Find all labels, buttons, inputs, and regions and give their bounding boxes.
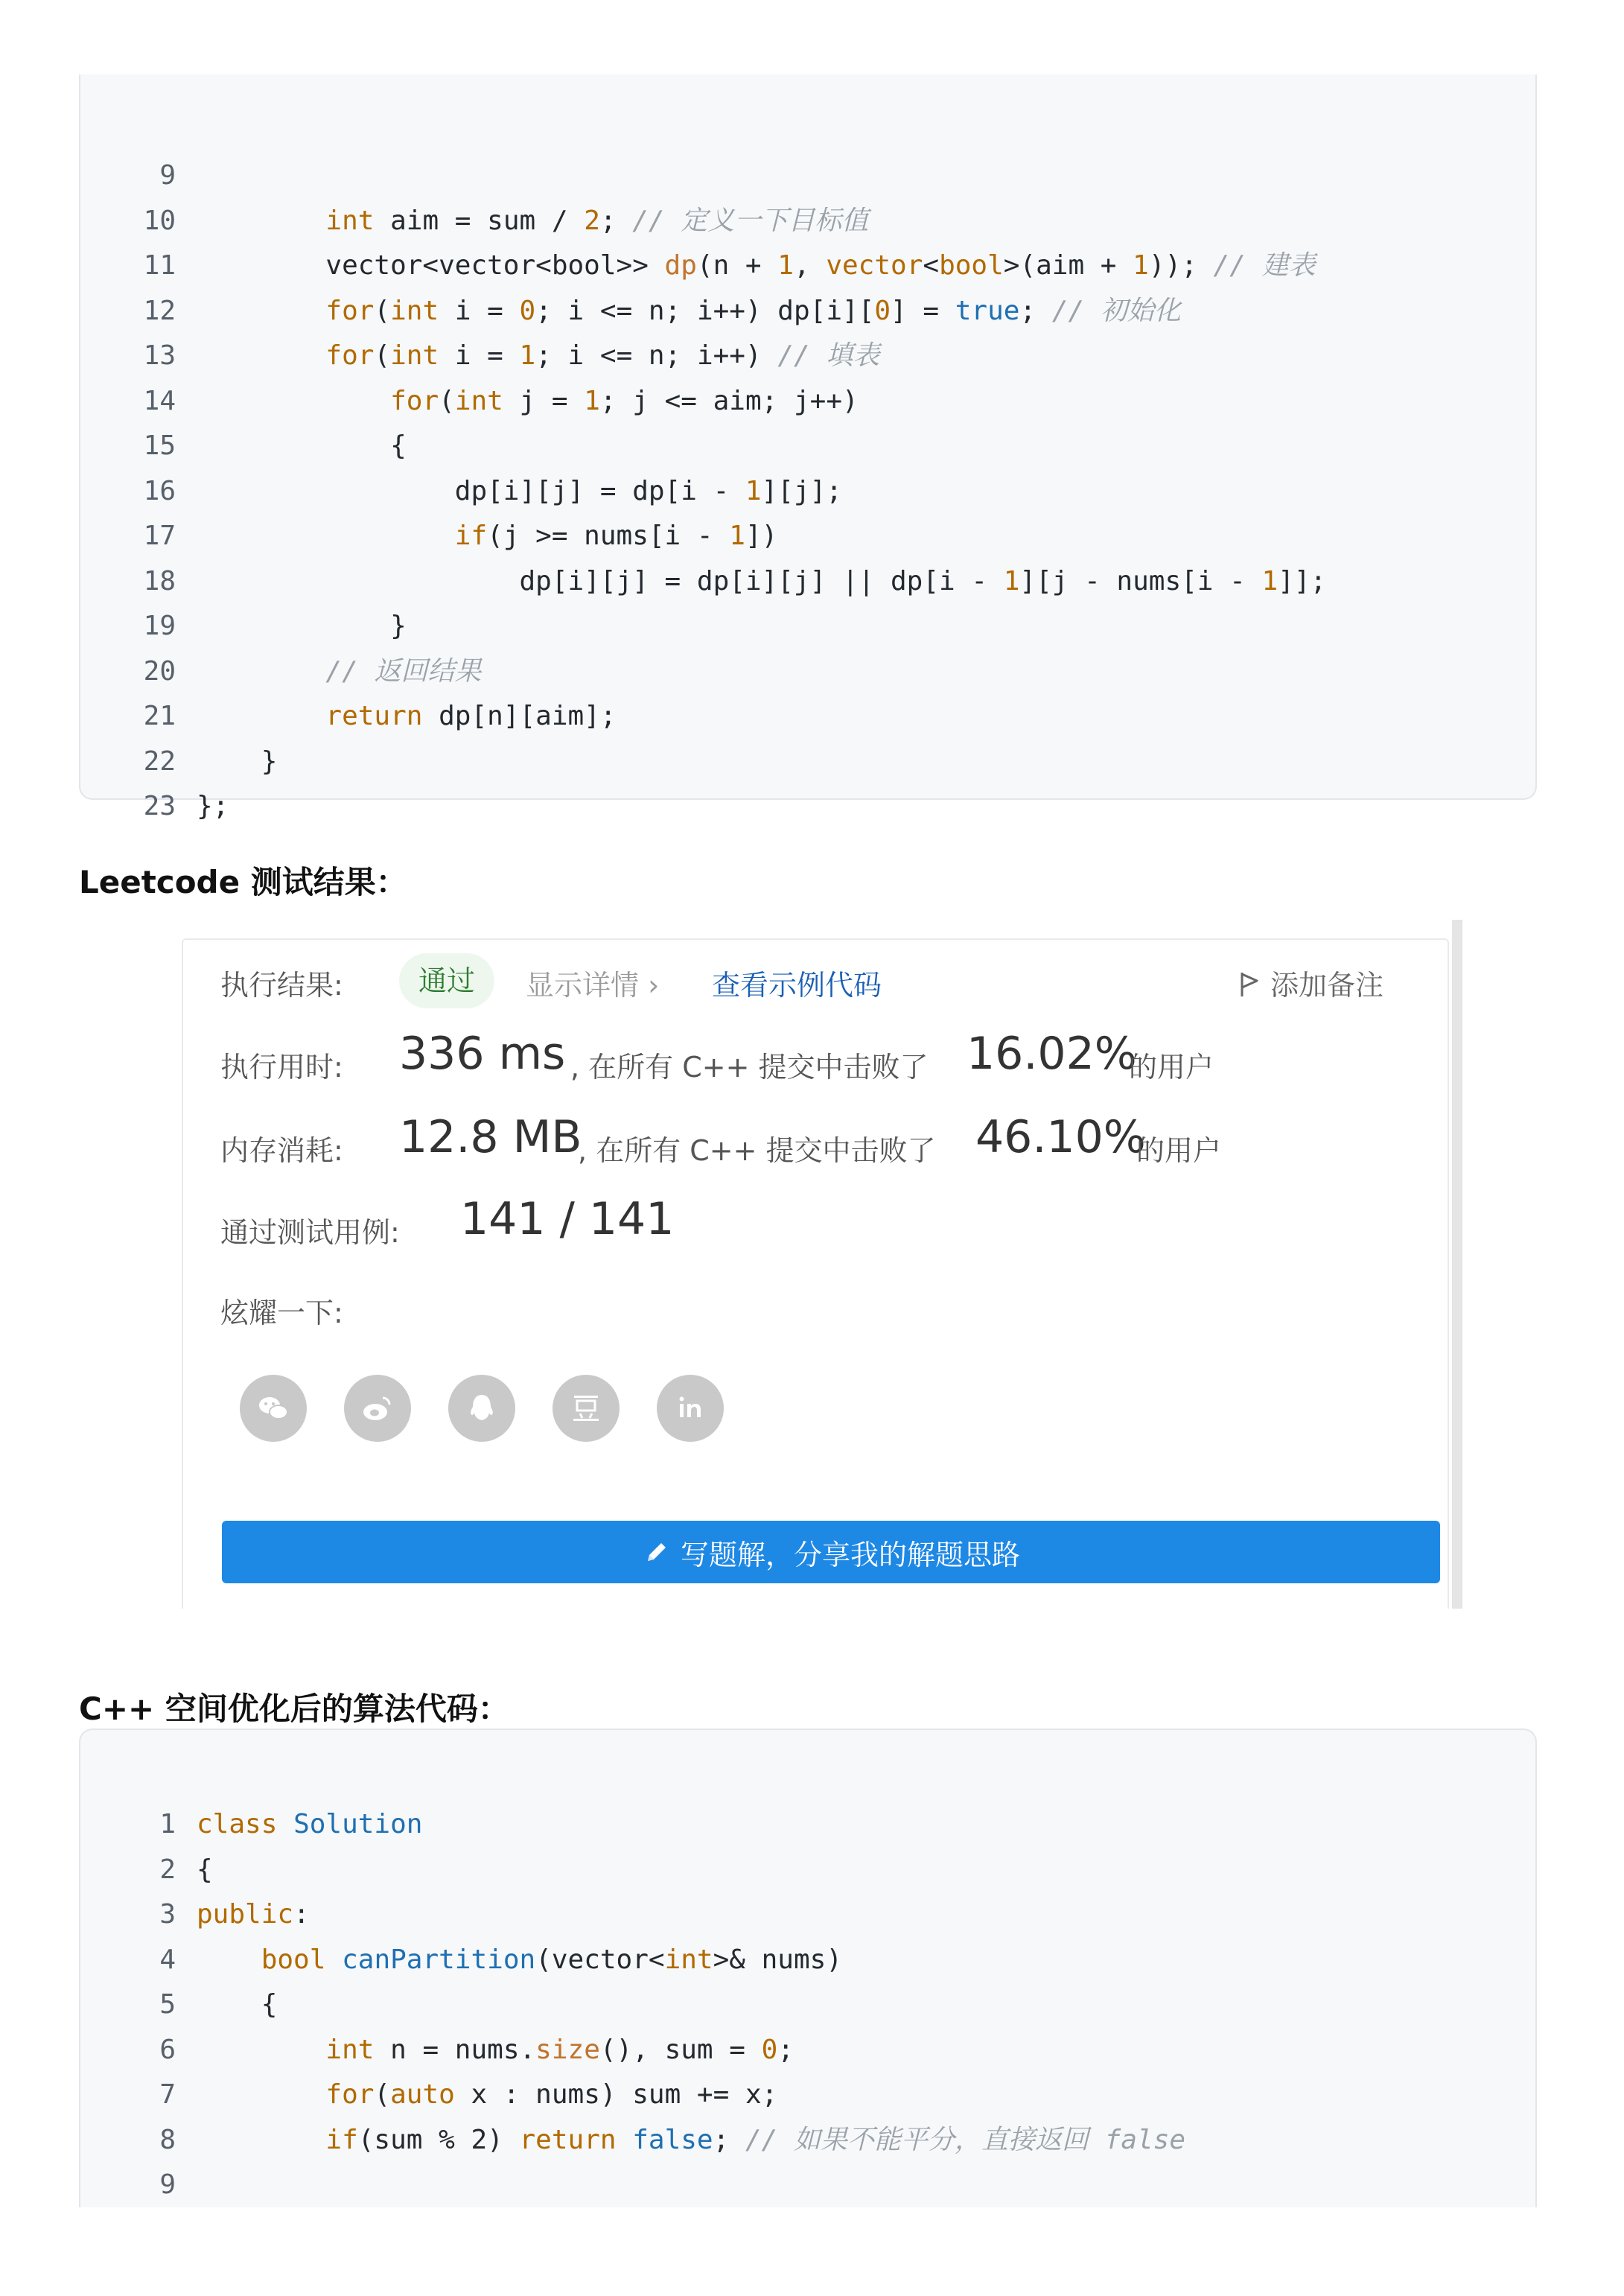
code-token: ; j <= aim; j++) bbox=[599, 385, 859, 416]
flag-icon bbox=[1239, 971, 1260, 998]
code-token: // 返回结果 bbox=[325, 655, 482, 687]
heading-leetcode-result: Leetcode 测试结果： bbox=[79, 864, 407, 900]
code-token: for bbox=[325, 295, 375, 326]
code-block-optimized-solution bbox=[79, 1729, 1537, 2207]
code-token: } bbox=[197, 745, 278, 777]
code-text bbox=[197, 740, 277, 784]
code-token: for bbox=[325, 340, 375, 371]
code-token: ( bbox=[374, 295, 391, 326]
line-number: 9 bbox=[159, 2169, 176, 2200]
code-token: >& nums) bbox=[713, 1944, 842, 1975]
write-solution-label: 写题解，分享我的解题思路 bbox=[680, 1538, 1020, 1571]
code-token: , bbox=[793, 250, 827, 281]
code-text bbox=[197, 784, 229, 829]
memory-suffix: 的用户 bbox=[1136, 1134, 1222, 1167]
code-token: public bbox=[197, 1899, 294, 1930]
code-token: canPartition bbox=[342, 1944, 536, 1975]
code-token bbox=[197, 2125, 325, 2155]
line-number: 1 bbox=[159, 1809, 176, 1839]
code-token: 0 bbox=[874, 295, 891, 326]
douban-icon[interactable] bbox=[553, 1375, 620, 1442]
code-token: int bbox=[390, 340, 439, 371]
code-text bbox=[197, 469, 842, 514]
code-text bbox=[197, 289, 1181, 334]
line-number: 13 bbox=[143, 340, 176, 371]
code-token: { bbox=[197, 430, 407, 461]
code-text bbox=[197, 199, 868, 244]
code-token: 1 bbox=[745, 475, 762, 506]
code-token: for bbox=[390, 385, 439, 416]
runtime-percent: 16.02% bbox=[967, 1028, 1137, 1080]
code-token bbox=[197, 386, 390, 416]
code-token: ; bbox=[713, 2124, 730, 2155]
code-token: { bbox=[197, 1989, 278, 2020]
line-number: 23 bbox=[143, 791, 176, 821]
code-token: 0 bbox=[761, 2034, 778, 2065]
line-number: 20 bbox=[143, 655, 176, 687]
code-token: return bbox=[325, 701, 423, 731]
code-token: : bbox=[293, 1899, 310, 1930]
code-token: int bbox=[325, 205, 375, 236]
linkedin-icon[interactable] bbox=[657, 1375, 724, 1442]
test-cases-value: 141 / 141 bbox=[460, 1193, 675, 1245]
code-token: 1 bbox=[729, 521, 745, 551]
code-text bbox=[197, 2073, 777, 2117]
code-token: (), sum = bbox=[599, 2034, 762, 2065]
line-number: 5 bbox=[159, 1989, 176, 2020]
memory-value: 12.8 MB bbox=[399, 1111, 582, 1163]
label-share: 炫耀一下: bbox=[220, 1297, 343, 1329]
memory-percent: 46.10% bbox=[975, 1111, 1146, 1163]
code-token: j = bbox=[503, 385, 585, 416]
code-token: auto bbox=[390, 2079, 455, 2110]
code-token: (j >= nums[i - bbox=[487, 521, 730, 551]
line-number: 15 bbox=[143, 430, 176, 461]
line-number: 6 bbox=[159, 2034, 176, 2065]
line-number: 16 bbox=[143, 475, 176, 506]
code-token: int bbox=[454, 385, 503, 416]
code-token bbox=[197, 521, 455, 551]
code-token: 1 bbox=[519, 340, 536, 371]
code-text bbox=[197, 2028, 794, 2073]
code-token: )); bbox=[1148, 250, 1197, 281]
code-token: ( bbox=[374, 340, 391, 371]
code-token: bool bbox=[939, 250, 1004, 281]
code-token: i = bbox=[439, 295, 520, 326]
write-solution-button[interactable] bbox=[222, 1521, 1440, 1583]
leetcode-result-panel bbox=[182, 938, 1449, 1609]
code-token: ]]; bbox=[1278, 565, 1327, 597]
code-text bbox=[197, 424, 407, 468]
wechat-icon[interactable] bbox=[240, 1375, 307, 1442]
code-text bbox=[197, 1938, 842, 1982]
code-text bbox=[197, 1892, 310, 1937]
code-token: ; bbox=[1019, 295, 1037, 326]
code-token: ( bbox=[439, 385, 455, 416]
code-token: dp bbox=[664, 250, 697, 281]
code-token: ] = bbox=[891, 295, 955, 326]
code-token: if bbox=[325, 2124, 358, 2155]
line-number: 7 bbox=[159, 2079, 176, 2110]
code-token: ][j - nums[i - bbox=[1019, 565, 1262, 597]
code-text bbox=[197, 694, 617, 739]
code-text bbox=[197, 1802, 422, 1847]
code-token: bool bbox=[261, 1944, 326, 1975]
code-token: >(aim + bbox=[1003, 250, 1133, 281]
code-token: int bbox=[325, 2034, 375, 2065]
code-text bbox=[197, 1848, 213, 1892]
code-token: 1 bbox=[1003, 565, 1020, 597]
code-token: } bbox=[197, 611, 407, 641]
code-token bbox=[197, 296, 325, 326]
code-token bbox=[617, 2125, 633, 2155]
code-token bbox=[197, 701, 325, 731]
label-memory: 内存消耗: bbox=[220, 1134, 343, 1167]
code-token: int bbox=[664, 1944, 713, 1975]
code-text bbox=[197, 514, 777, 559]
code-text bbox=[197, 559, 1326, 604]
code-token: 1 bbox=[1261, 565, 1278, 597]
code-text bbox=[197, 649, 481, 694]
line-number: 8 bbox=[159, 2124, 176, 2155]
code-token bbox=[197, 206, 325, 236]
line-number: 12 bbox=[143, 295, 176, 326]
line-number: 17 bbox=[143, 521, 176, 551]
code-text bbox=[197, 2118, 1185, 2163]
code-token: { bbox=[197, 1854, 213, 1885]
code-token: ]) bbox=[745, 521, 778, 551]
add-note-label: 添加备注 bbox=[1270, 969, 1383, 1002]
code-text bbox=[197, 1982, 277, 2027]
panel-scrollbar[interactable] bbox=[1452, 920, 1462, 1609]
code-token: 1 bbox=[1133, 250, 1149, 281]
line-number: 21 bbox=[143, 701, 176, 731]
code-token: Solution bbox=[293, 1809, 423, 1839]
line-number: 18 bbox=[143, 565, 176, 597]
code-token: // 定义一下目标值 bbox=[616, 205, 869, 236]
label-runtime: 执行用时: bbox=[220, 1051, 343, 1084]
line-number: 4 bbox=[159, 1944, 176, 1975]
code-token bbox=[197, 1944, 261, 1975]
code-token: // 初始化 bbox=[1036, 295, 1181, 326]
heading-optimized-code: C++ 空间优化后的算法代码： bbox=[79, 1691, 509, 1727]
line-number: 19 bbox=[143, 611, 176, 641]
code-token: // 填表 bbox=[761, 340, 880, 371]
code-token: // 建表 bbox=[1197, 250, 1316, 281]
code-token bbox=[197, 656, 325, 687]
code-token: dp[i][j] = dp[i - bbox=[197, 475, 745, 506]
code-token: ; i <= n; i++) bbox=[535, 340, 762, 371]
code-token: for bbox=[325, 2079, 375, 2110]
code-token: vector bbox=[826, 250, 923, 281]
label-test-cases: 通过测试用例: bbox=[220, 1216, 400, 1249]
code-token: if bbox=[454, 521, 488, 551]
code-token: ( bbox=[374, 2079, 391, 2110]
line-number: 10 bbox=[143, 205, 176, 236]
line-number: 22 bbox=[143, 745, 176, 777]
code-token bbox=[197, 2079, 325, 2110]
code-token: 2 bbox=[584, 205, 600, 236]
code-token: < bbox=[923, 250, 940, 281]
code-text bbox=[197, 604, 407, 649]
line-number: 14 bbox=[143, 385, 176, 416]
runtime-suffix: 的用户 bbox=[1129, 1051, 1214, 1084]
code-token: dp[n][aim]; bbox=[422, 701, 617, 731]
memory-beat-text: , 在所有 C++ 提交中击败了 bbox=[578, 1134, 936, 1167]
code-token: aim = sum / bbox=[374, 205, 585, 236]
code-token bbox=[197, 340, 325, 371]
show-details-link[interactable]: 显示详情 › bbox=[526, 969, 660, 1002]
code-token: }; bbox=[197, 791, 229, 821]
code-token: ][j]; bbox=[761, 475, 842, 506]
code-token: n = nums. bbox=[374, 2034, 536, 2065]
code-token: int bbox=[390, 295, 439, 326]
code-token: vector<vector<bool>> bbox=[197, 250, 665, 281]
code-token: ; i <= n; i++) dp[i][ bbox=[535, 295, 875, 326]
line-number: 3 bbox=[159, 1899, 176, 1930]
code-token: (vector< bbox=[535, 1944, 665, 1975]
code-token: dp[i][j] = dp[i][j] || dp[i - bbox=[197, 565, 1004, 597]
code-token: 1 bbox=[777, 250, 794, 281]
code-text bbox=[197, 244, 1316, 288]
code-token bbox=[197, 2035, 325, 2065]
line-number: 2 bbox=[159, 1854, 176, 1885]
code-token: i = bbox=[439, 340, 520, 371]
code-block-dp-solution bbox=[79, 74, 1537, 821]
code-token: 1 bbox=[584, 385, 600, 416]
code-token: // 如果不能平分，直接返回 false bbox=[729, 2124, 1186, 2155]
code-text bbox=[197, 334, 879, 378]
code-token: (n + bbox=[696, 250, 778, 281]
code-token: class bbox=[197, 1809, 278, 1839]
code-token bbox=[277, 1809, 293, 1839]
pencil-icon bbox=[642, 1537, 672, 1567]
runtime-value: 336 ms bbox=[399, 1028, 566, 1080]
code-token: ; bbox=[599, 205, 617, 236]
runtime-beat-text: , 在所有 C++ 提交中击败了 bbox=[570, 1051, 929, 1084]
weibo-icon[interactable] bbox=[344, 1375, 411, 1442]
status-badge: 通过 bbox=[399, 953, 494, 1008]
code-token: size bbox=[535, 2034, 600, 2065]
code-token: false bbox=[632, 2124, 713, 2155]
view-sample-code-link[interactable]: 查看示例代码 bbox=[712, 969, 882, 1002]
code-token bbox=[325, 1944, 342, 1975]
code-token: (sum % 2) bbox=[357, 2124, 520, 2155]
code-token: return bbox=[519, 2124, 617, 2155]
code-token: x : nums) sum += x; bbox=[454, 2079, 778, 2110]
code-token: 0 bbox=[519, 295, 536, 326]
code-text bbox=[197, 379, 859, 424]
qq-icon[interactable] bbox=[448, 1375, 515, 1442]
line-number: 9 bbox=[159, 160, 176, 191]
add-note-button[interactable] bbox=[1239, 962, 1383, 1003]
code-token: true bbox=[955, 295, 1020, 326]
line-number: 11 bbox=[143, 250, 176, 281]
label-result: 执行结果: bbox=[220, 969, 343, 1002]
code-token: ; bbox=[777, 2034, 794, 2065]
